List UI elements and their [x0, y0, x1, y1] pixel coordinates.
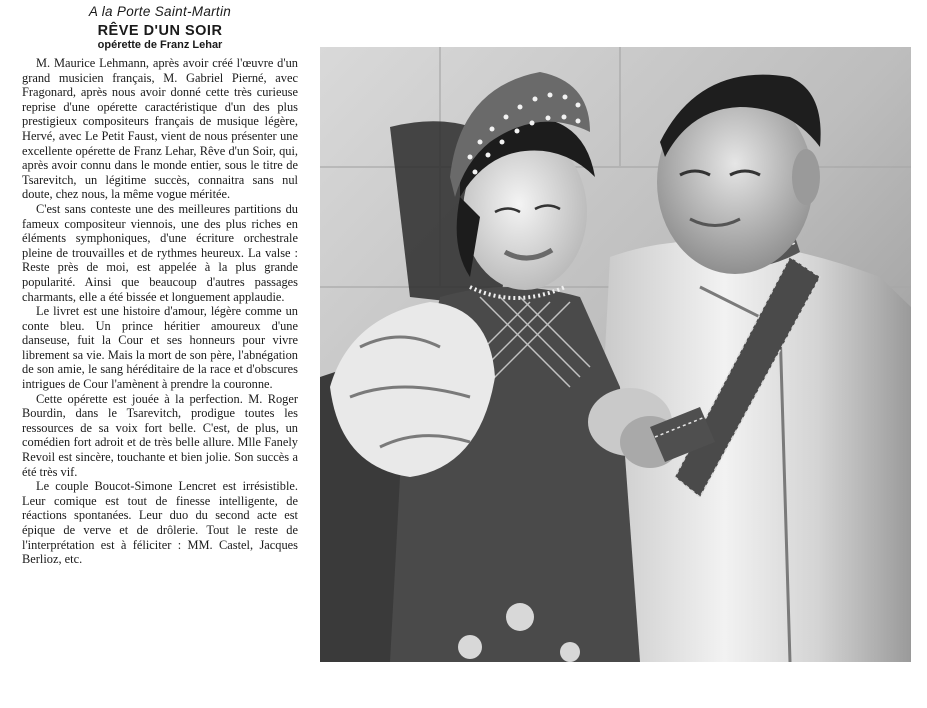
article-title: RÊVE D'UN SOIR [97, 23, 223, 39]
article-paragraph: Le livret est une histoire d'amour, légère comme un conte bleu. Un prince héritier amoureux d'une danseuse, fuit la Cour et ses honneurs pour vivre librement sa vie. Mais la mort de son père, l'abnégation de son amie, le sang héréditaire de la race et d'obscures intrigues de Cour l'amènent à prendre la couronne. [22, 304, 298, 392]
article-paragraph: Cette opérette est jouée à la perfection. M. Roger Bourdin, dans le Tsarevitch, prodigue toutes les ressources de sa voix fort belle. C'est, de plus, un comédien fort adroit et de très belle allure. Mlle Fanely Revoil est sincère, touchante et bien jolie. Son succès a été très vif. [22, 391, 298, 479]
article-paragraph: C'est sans conteste une des meilleures partitions du fameux compositeur viennois, une des plus riches en éléments symphoniques, d'une écriture orchestrale pleine de trouvailles et de rythmes heureux. La valse : Reste près de moi, est appelée à la plus grande popularité. Ainsi que beaucoup d'autres passages charmants, elle a été bissée et longuement applaudie. [22, 201, 298, 304]
article-paragraph: M. Maurice Lehmann, après avoir créé l'œuvre d'un grand musicien français, M. Gabriel Pierné, avec Fragonard, après nous avoir donné cette très curieuse reprise d'une opérette caractéristique d'un des plus prestigieux compositeurs français de musique légère, Hervé, avec Le Petit Faust, vient de nous présenter une excellente opérette de Franz Lehar, Rêve d'un Soir, qui, après avoir connu dans le monde entier, sous le titre de Tsarevitch, un légitime succès, connaitra sans nul doute, chez nous, la même vogue méritée. [22, 56, 298, 202]
article-kicker: A la Porte Saint-Martin [88, 4, 232, 19]
stage-photograph [320, 47, 911, 662]
article-paragraph: Le couple Boucot-Simone Lencret est irrésistible. Leur comique est tout de finesse intelligente, de réactions spontanées. Leur duo du second acte est épique de verve et de drôlerie. Tout le reste de l'interprétation est à féliciter : MM. Castel, Jacques Berlioz, etc. [22, 479, 298, 567]
article-column [22, 4, 298, 567]
photo-illustration [320, 47, 911, 662]
article-subtitle: opérette de Franz Lehar [97, 39, 223, 51]
